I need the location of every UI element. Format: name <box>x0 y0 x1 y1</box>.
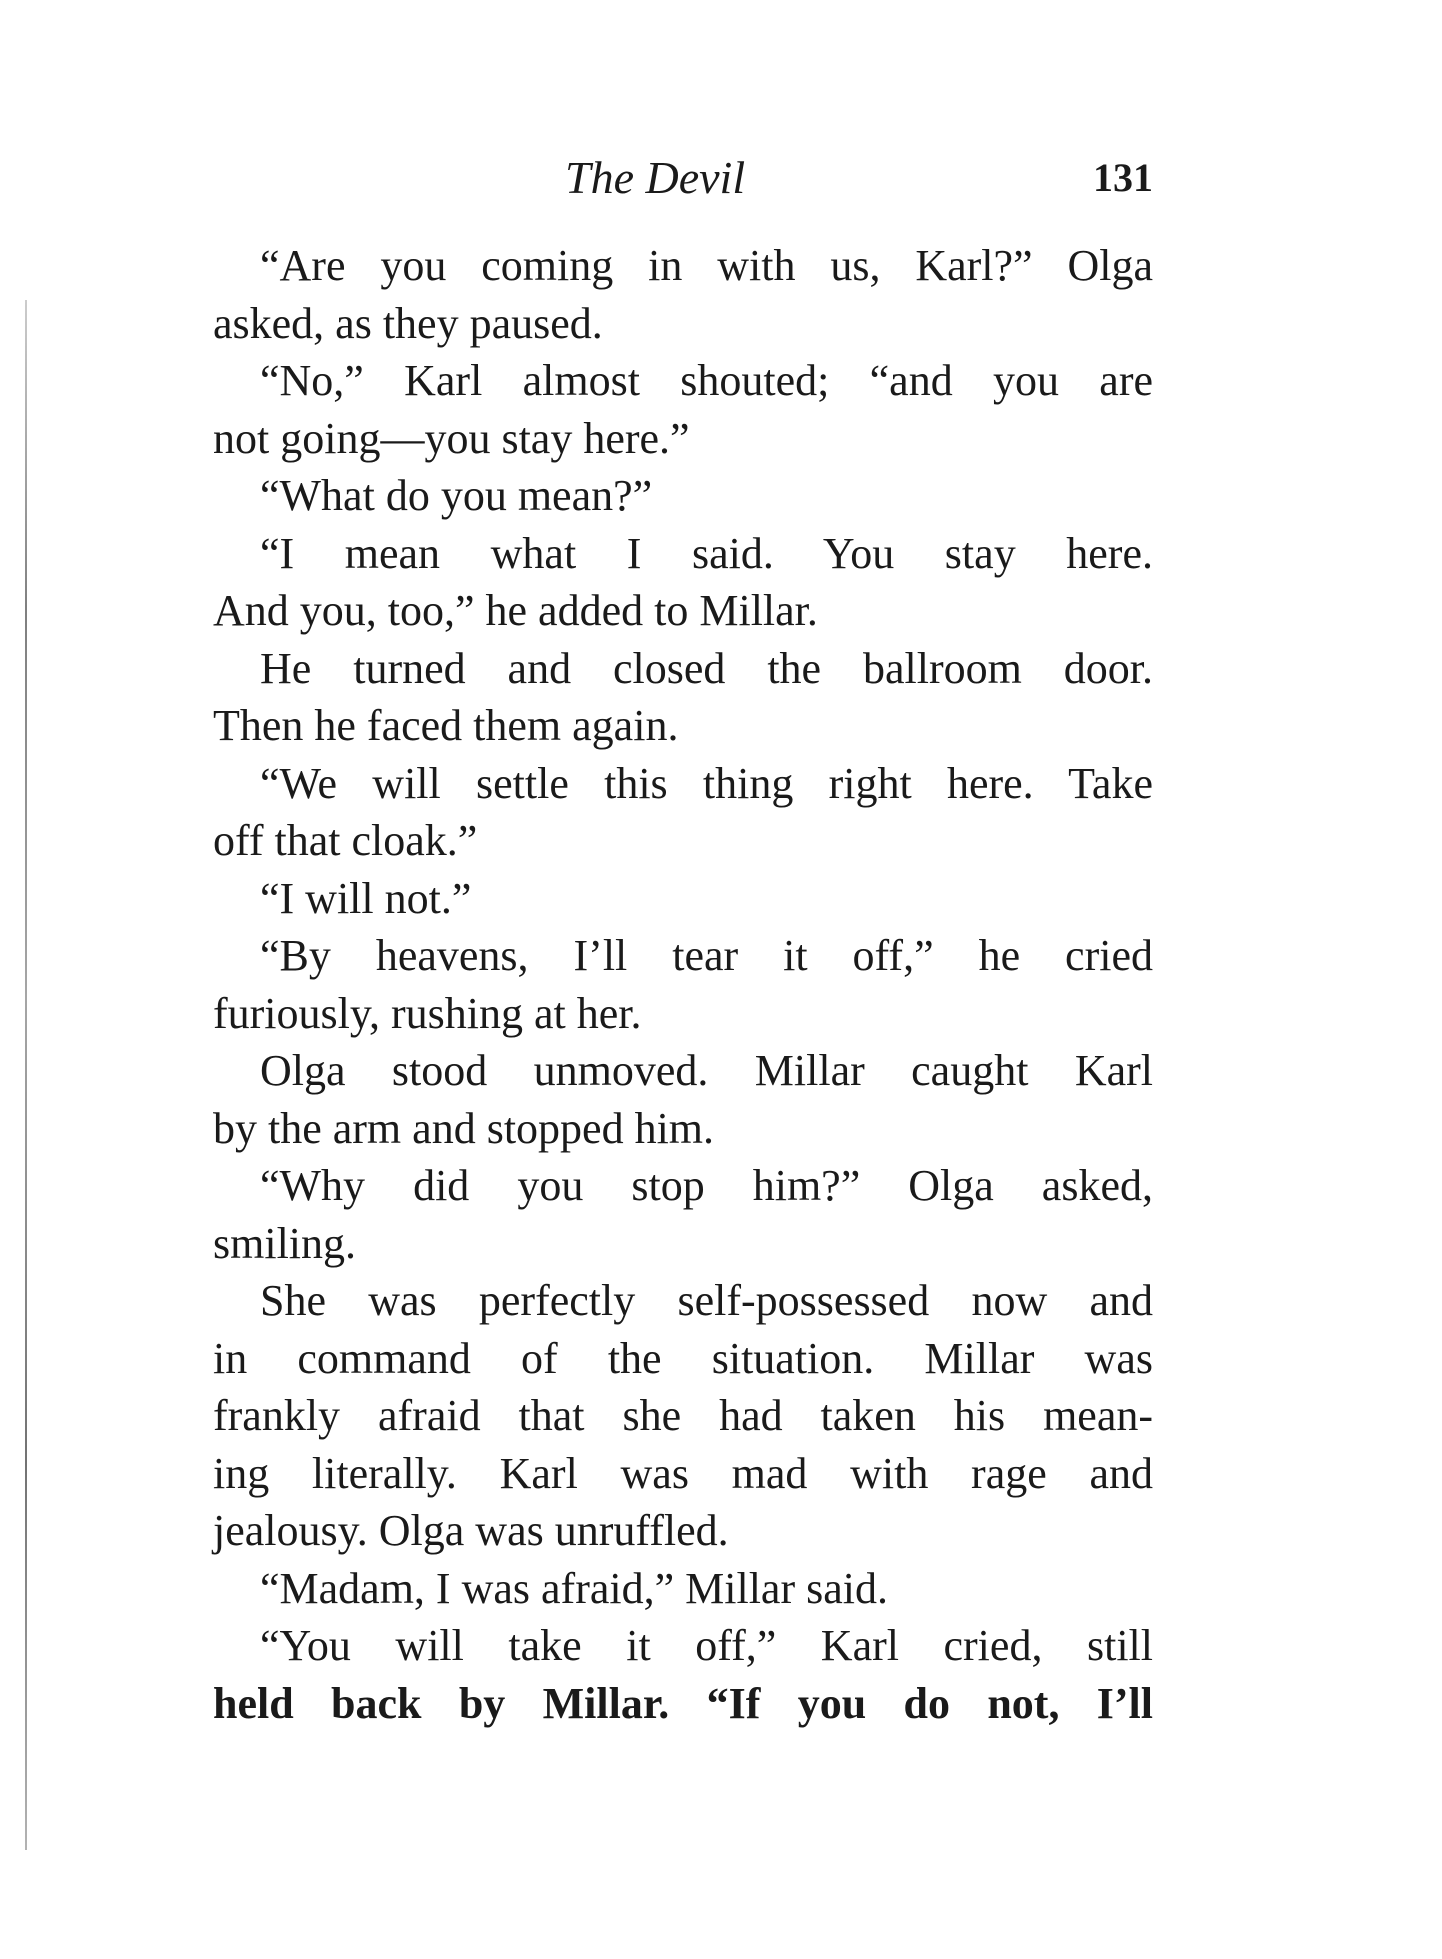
text-line: jealousy. Olga was unruffled. <box>213 1506 729 1555</box>
text-line: “I will not.” <box>260 873 472 923</box>
text-line: “I mean what I said. You stay here. <box>260 528 1153 578</box>
text-line: “Madam, I was afraid,” Millar said. <box>260 1563 888 1613</box>
page-number: 131 <box>1093 155 1153 200</box>
text-line: “You will take it off,” Karl cried, still <box>260 1621 1153 1670</box>
running-head <box>213 150 1153 220</box>
text-line: “Why did you stop him?” Olga asked, <box>260 1161 1153 1210</box>
text-line: And you, too,” he added to Millar. <box>213 586 818 635</box>
text-line: She was perfectly self-possessed now and <box>260 1276 1153 1325</box>
text-line: in command of the situation. Millar was <box>213 1333 1153 1383</box>
running-title: The Devil <box>565 152 746 203</box>
text-line: held back by Millar. “If you do not, I’ll <box>213 1678 1153 1728</box>
text-line: smiling. <box>213 1218 357 1268</box>
text-line: off that cloak.” <box>213 816 478 865</box>
text-line: “By heavens, I’ll tear it off,” he cried <box>260 931 1153 980</box>
scan-edge-shadow <box>25 300 27 1850</box>
text-line: furiously, rushing at her. <box>213 988 642 1038</box>
text-line: Then he faced them again. <box>213 701 679 750</box>
text-line: “What do you mean?” <box>260 471 653 520</box>
text-line: “We will settle this thing right here. Take <box>260 758 1153 808</box>
text-line: “Are you coming in with us, Karl?” Olga <box>260 241 1153 290</box>
text-line: Olga stood unmoved. Millar caught Karl <box>260 1046 1153 1095</box>
text-line: frankly afraid that she had taken his mean- <box>213 1391 1153 1440</box>
text-line: asked, as they paused. <box>213 298 603 348</box>
text-line: ing literally. Karl was mad with rage and <box>213 1448 1153 1498</box>
text-line: “No,” Karl almost shouted; “and you are <box>260 356 1153 405</box>
text-line: He turned and closed the ballroom door. <box>260 643 1153 693</box>
body-text <box>213 237 1153 1732</box>
text-line: not going—you stay here.” <box>213 413 690 463</box>
text-line: by the arm and stopped him. <box>213 1103 715 1153</box>
